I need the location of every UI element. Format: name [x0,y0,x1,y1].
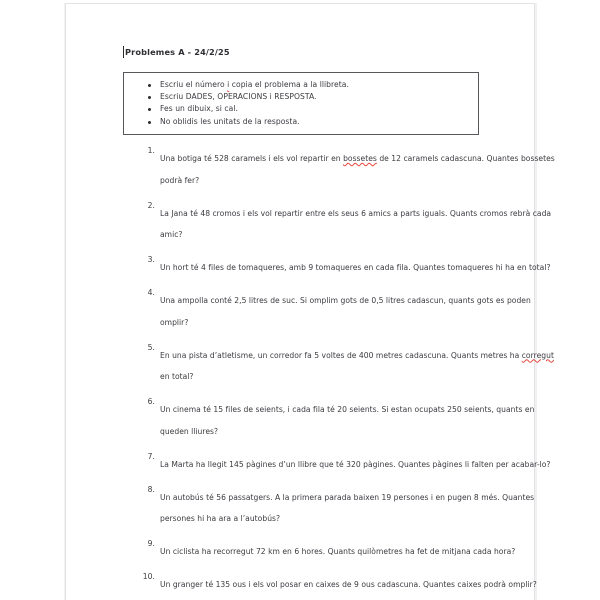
problem-text [160,547,515,556]
text-segment: Escriu DADES, OPERACIONS i RESPOSTA. [160,92,317,102]
document-title-row[interactable] [123,46,230,58]
document-page[interactable] [65,3,555,600]
text-caret [123,46,124,58]
instruction-bullet-item [124,116,478,128]
text-segment: Un cinema té 15 files de seients, i cada fila té 20 seients. Si estan ocupats 250 seients, quants en queden lliures? [160,405,535,436]
problem-text [160,154,555,185]
problem-number: 3. [147,255,155,264]
text-segment: Fes un dibuix, si cal. [160,104,238,114]
page-title: Problemes A - 24/2/25 [125,47,230,57]
problem-number: 10. [142,572,155,581]
problem-number: 4. [147,288,155,297]
problem-item [138,288,558,331]
problem-text [160,493,534,524]
text-segment: Un ciclista ha recorregut 72 km en 6 hores. Quants quilòmetres ha fet de mitjana cada hora? [160,547,516,556]
problem-text [160,580,537,589]
spellcheck-underlined-word: corregut [521,350,554,360]
text-segment: de 12 caramels cadascuna. Quantes bossetes podrà fer? [160,154,555,185]
text-segment: En una pista d’atletisme, un corredor fa 5 voltes de 400 metres cadascuna. Quants metres ha [160,350,522,360]
problem-item [138,452,558,474]
problem-item [138,572,558,594]
text-segment: No oblidis les unitats de la resposta. [160,116,300,126]
text-segment: La Jana té 48 cromos i els vol repartir entre els seus 6 amics a parts iguals. Quants cromos rebrà cada amic? [160,208,552,239]
text-segment: copia el problema a la llibreta. [229,80,349,89]
problem-text [160,351,554,382]
problem-number: 1. [147,146,155,155]
problem-number: 5. [147,342,155,352]
text-segment: en total? [160,372,194,381]
instruction-bullet-item [124,103,478,115]
text-segment: Una botiga té 528 caramels i els vol repartir en [160,154,344,163]
spellcheck-underlined-word: i [227,80,230,89]
problem-text [160,209,551,240]
problem-text [160,296,531,327]
text-segment: Una ampolla conté 2,5 litres de suc. Si omplim gots de 0,5 litres cadascun, quants gots es poden omplir? [160,296,531,327]
problem-number: 8. [147,484,155,494]
problem-item [138,485,558,528]
spellcheck-underlined-word: bossetes [343,154,377,163]
problem-item [138,539,558,561]
problem-item [138,397,558,440]
problem-item [138,201,558,244]
problem-number: 2. [147,200,155,210]
problem-text [160,460,550,469]
text-segment: La Marta ha llegit 145 pàgines d’un llibre que té 320 pàgines. Quantes pàgines li falten per acabar-lo? [160,459,551,469]
problem-text [160,405,534,436]
text-segment: Un autobús té 56 passatgers. A la primera parada baixen 19 persones i en pugen 8 més. Quantes persones hi ha ara a l’autobús? [160,492,535,523]
text-segment: Escriu el número [160,80,228,89]
problem-number: 9. [147,539,155,548]
problem-item [138,255,558,277]
problem-item [138,146,558,189]
instructions-list [124,79,478,128]
problem-text [160,263,551,272]
instructions-box[interactable] [123,72,479,135]
instruction-bullet-item [124,91,478,103]
problem-number: 7. [147,451,155,461]
problems-list [138,146,558,600]
problem-item [138,343,558,386]
text-segment: Un granger té 135 ous i els vol posar en caixes de 9 ous cadascuna. Quantes caixes podrà omplir? [160,580,537,589]
problem-number: 6. [147,397,155,406]
instruction-bullet-item [124,79,478,91]
text-segment: Un hort té 4 files de tomaqueres, amb 9 tomaqueres en cada fila. Quantes tomaqueres hi ha en total? [160,263,551,272]
